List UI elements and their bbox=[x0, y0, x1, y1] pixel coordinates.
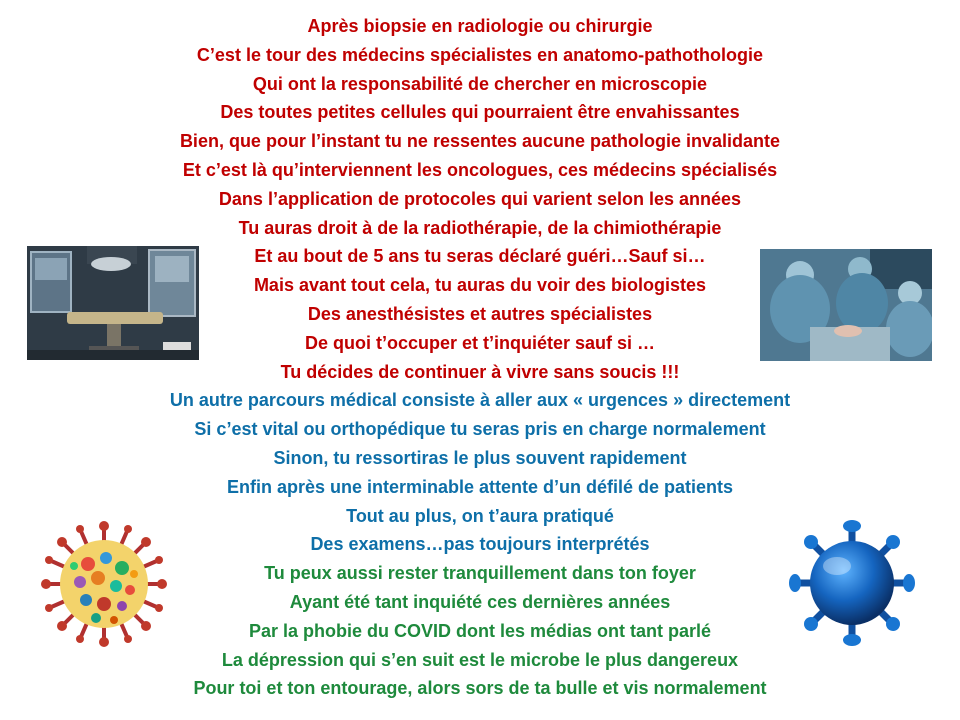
poem-line: Bien, que pour l’instant tu ne ressentes aucune pathologie invalidante bbox=[179, 131, 781, 152]
surgery-team-drawing bbox=[760, 249, 932, 361]
poem-line: C’est le tour des médecins spécialistes en anatomo-pathothologie bbox=[196, 44, 764, 65]
poem-line: Des toutes petites cellules qui pourraient être envahissantes bbox=[220, 102, 740, 123]
poem-line: Et au bout de 5 ans tu seras déclaré guéri…Sauf si… bbox=[254, 246, 706, 267]
radiology-room-drawing bbox=[27, 246, 199, 360]
poem-line: La dépression qui s’en suit est le microbe le plus dangereux bbox=[221, 649, 739, 670]
poem-line: Après biopsie en radiologie ou chirurgie bbox=[307, 16, 653, 36]
poem-line: Qui ont la responsabilité de chercher en microscopie bbox=[252, 73, 708, 94]
poem-line: Tu peux aussi rester tranquillement dans ton foyer bbox=[264, 563, 696, 584]
poem-line: Tu auras droit à de la radiothérapie, de la chimiothérapie bbox=[238, 217, 722, 238]
poem-line: Ayant été tant inquiété ces dernières années bbox=[289, 591, 671, 612]
poem-line: Tu décides de continuer à vivre sans soucis !!! bbox=[280, 361, 680, 382]
poem-line: Dans l’application de protocoles qui varient selon les années bbox=[218, 188, 742, 209]
poem-line: Mais avant tout cela, tu auras du voir des biologistes bbox=[253, 275, 707, 296]
blue-virus-icon bbox=[785, 518, 919, 648]
poem-line: Par la phobie du COVID dont les médias ont tant parlé bbox=[248, 620, 712, 641]
colorful-virus-icon bbox=[40, 520, 168, 648]
poem-line: De quoi t’occuper et t’inquiéter sauf si … bbox=[304, 332, 656, 353]
radiology-room-photo bbox=[27, 246, 199, 360]
poem-line: Pour toi et ton entourage, alors sors de ta bulle et vis normalement bbox=[193, 678, 767, 699]
poem-line: Sinon, tu ressortiras le plus souvent rapidement bbox=[273, 447, 687, 468]
surgery-team-photo bbox=[760, 249, 932, 361]
poem-line: Tout au plus, on t’aura pratiqué bbox=[346, 505, 614, 526]
poem-line: Des examens…pas toujours interprétés bbox=[310, 534, 650, 555]
poem-line: Et c’est là qu’interviennent les oncologues, ces médecins spécialisés bbox=[182, 159, 778, 180]
poem-line: Si c’est vital ou orthopédique tu seras pris en charge normalement bbox=[194, 419, 766, 440]
poem-line: Des anesthésistes et autres spécialistes bbox=[307, 303, 653, 324]
poem-line: Un autre parcours médical consiste à aller aux « urgences » directement bbox=[169, 390, 791, 411]
poem-line: Enfin après une interminable attente d’un défilé de patients bbox=[226, 476, 734, 497]
